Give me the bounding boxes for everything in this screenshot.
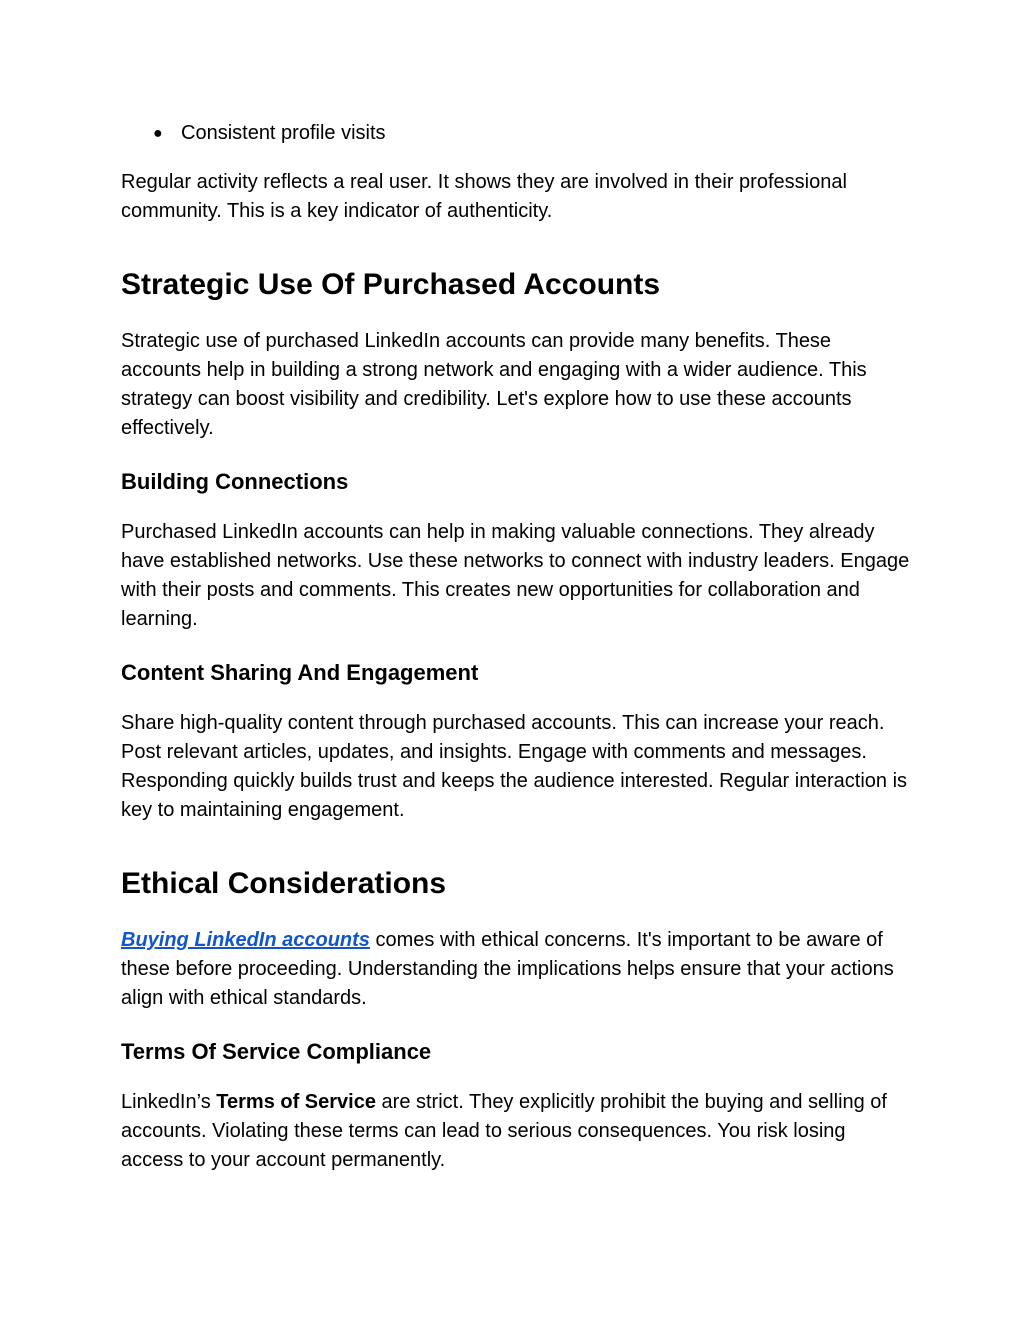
heading-strategic-use: Strategic Use Of Purchased Accounts <box>121 268 661 301</box>
document-page <box>121 119 911 1175</box>
heading-terms-of-service: Terms Of Service Compliance <box>121 1039 432 1064</box>
buying-linkedin-accounts-link[interactable]: Buying LinkedIn accounts <box>121 929 370 951</box>
list-item-text: Consistent profile visits <box>181 122 386 144</box>
terms-text-end: are strict. They explicitly prohibit the buying and selling of accounts. Violating these terms can lead to serious consequences. You risk losing access to your account permanently. <box>121 1091 887 1171</box>
list-item <box>153 119 911 148</box>
bullet-dot-icon: ● <box>153 125 163 142</box>
bullet-list <box>121 119 911 148</box>
paragraph-terms-of-service <box>121 1088 911 1175</box>
heading-building-connections: Building Connections <box>121 469 349 494</box>
heading-ethical-considerations: Ethical Considerations <box>121 867 447 900</box>
paragraph-content-sharing: Share high-quality content through purchased accounts. This can increase your reach. Post relevant articles, updates, and insights. Engage with comments and messages. Responding quickly builds trust and keeps the audience interested. Regular interaction is key to maintaining engagement. <box>121 712 908 821</box>
intro-paragraph: Regular activity reflects a real user. It shows they are involved in their professional community. This is a key indicator of authenticity. <box>121 171 847 222</box>
paragraph-ethical-text: comes with ethical concerns. It's important to be aware of these before proceeding. Understanding the implications helps ensure that your actions align with ethical standards. <box>121 929 894 1009</box>
paragraph-building-connections: Purchased LinkedIn accounts can help in making valuable connections. They already have established networks. Use these networks to connect with industry leaders. Engage with their posts and comments. This creates new opportunities for collaboration and learning. <box>121 521 910 630</box>
terms-text-start: LinkedIn’s <box>121 1091 217 1113</box>
heading-content-sharing: Content Sharing And Engagement <box>121 660 479 685</box>
terms-of-service-bold: Terms of Service <box>216 1091 376 1113</box>
paragraph-strategic-use: Strategic use of purchased LinkedIn accounts can provide many benefits. These accounts help in building a strong network and engaging with a wider audience. This strategy can boost visibility and credibility. Let's explore how to use these accounts effectively. <box>121 330 867 439</box>
paragraph-ethical-considerations <box>121 926 911 1013</box>
